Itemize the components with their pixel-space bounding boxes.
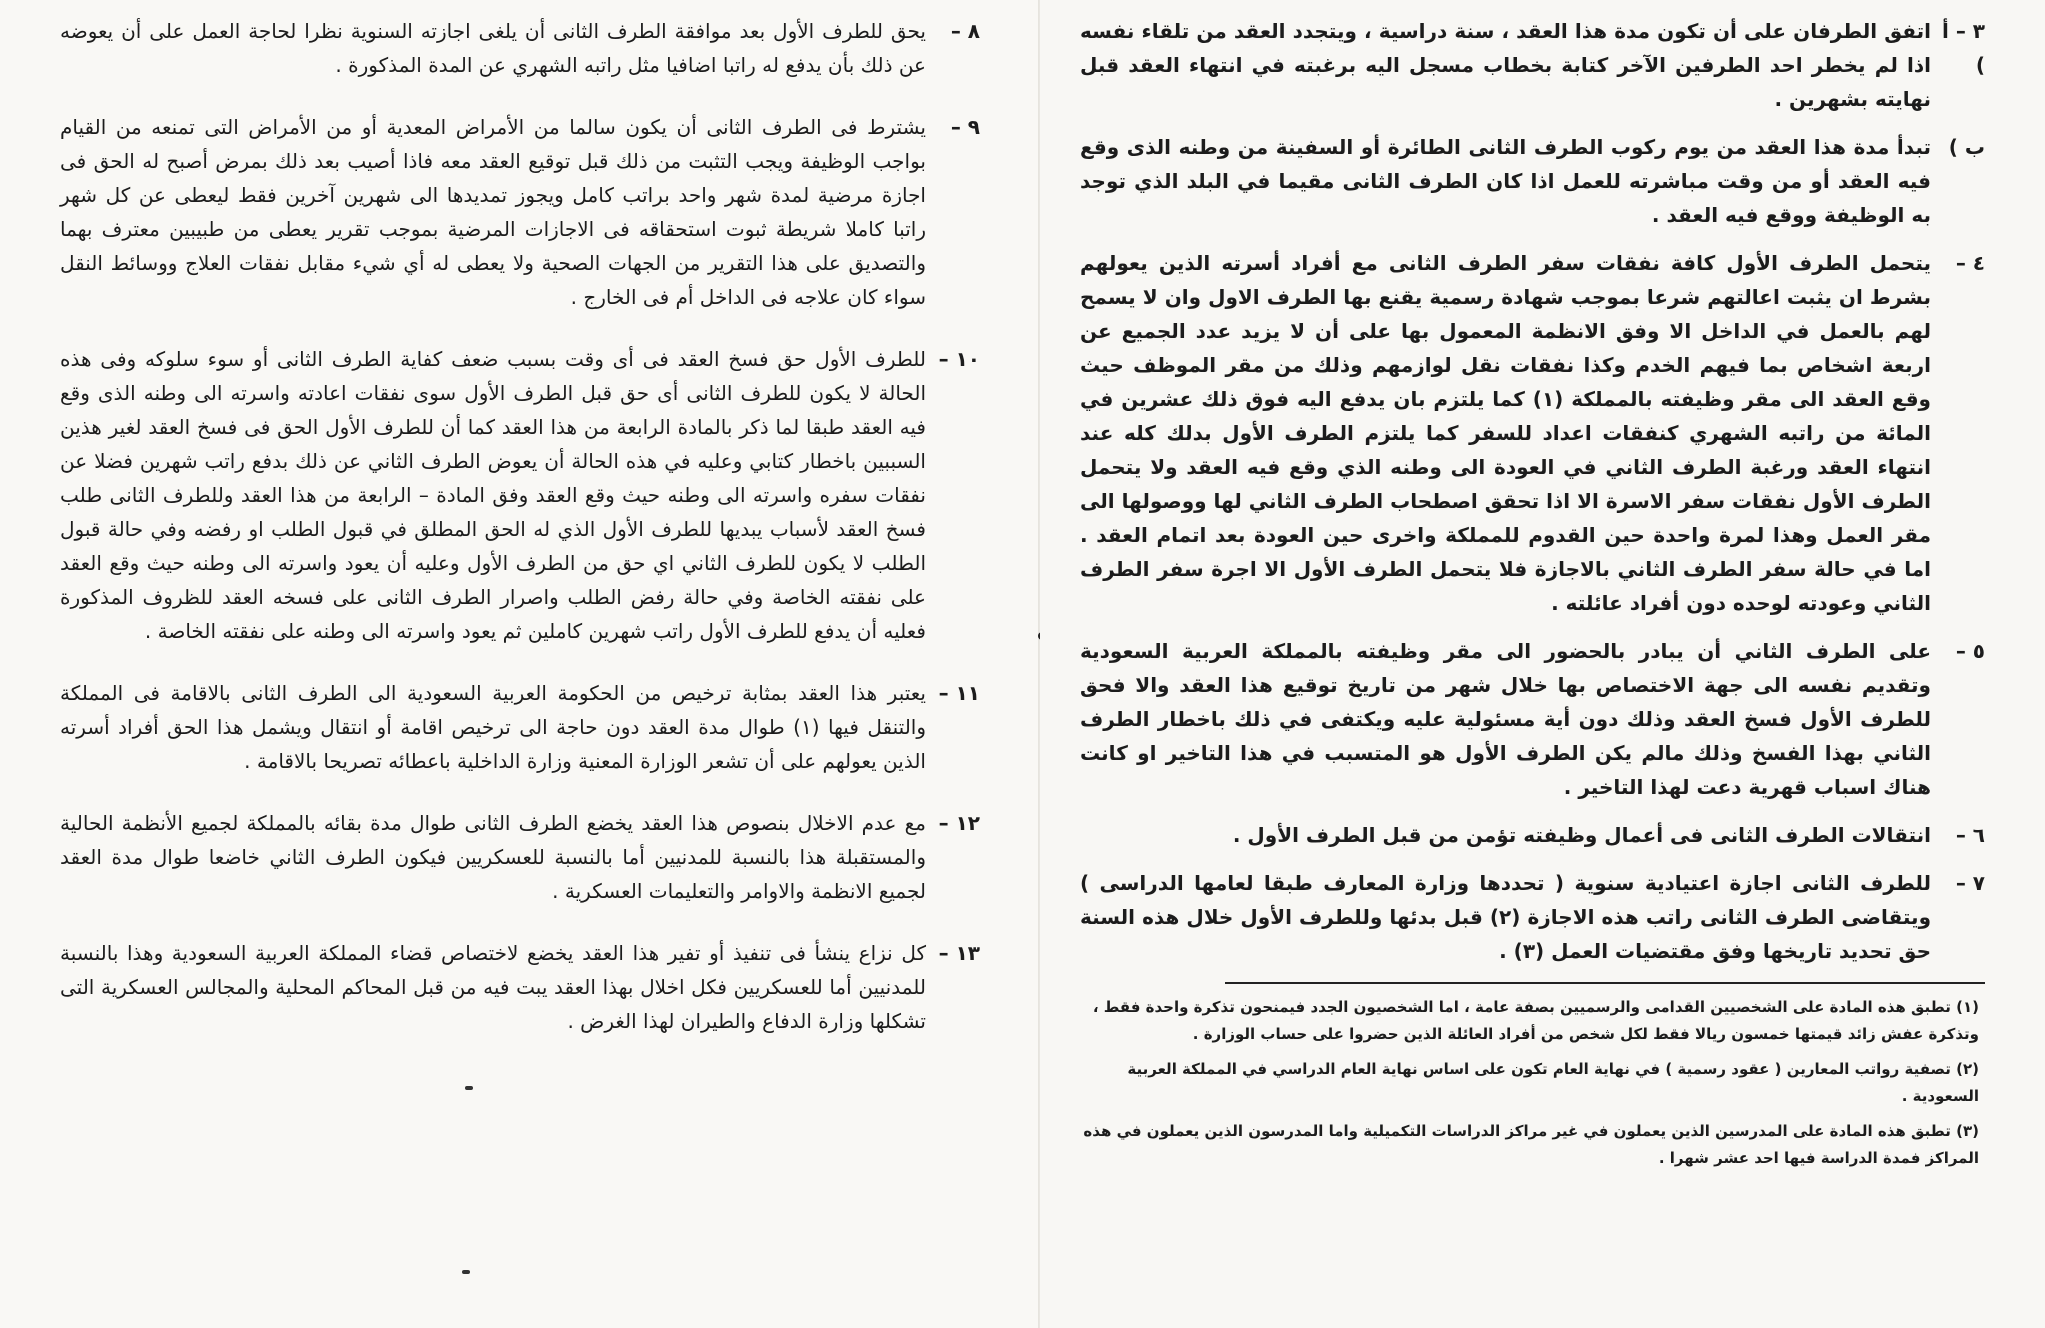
clause-text: يحق للطرف الأول بعد موافقة الطرف الثانى أن يلغى اجازته السنوية نظرا لحاجة العمل على أن يعوضه عن ذلك بأن يدفع له راتبا اضافيا مثل راتبه الشهري عن المدة المذكورة . [60, 19, 926, 77]
clause-8 [60, 14, 980, 82]
clause-text: تبدأ مدة هذا العقد من يوم ركوب الطرف الثانى الطائرة أو السفينة من وطنه الذى وقع فيه العقد أو من وقت مباشرته للعمل اذا كان الطرف الثانى مقيما في البلد الذي توجد به الوظيفة ووقع فيه العقد . [1080, 135, 1931, 227]
clause-text: للطرف الثانى اجازة اعتيادية سنوية ( تحددها وزارة المعارف طبقا لعامها الدراسى ) ويتقاضى الطرف الثانى راتب هذه الاجازة (٢) قبل بدئها وللطرف الأول خلال هذه السنة حق تحديد تاريخها وفق مقتضيات العمل (٣) . [1080, 871, 1931, 963]
clause-text: على الطرف الثاني أن يبادر بالحضور الى مقر وظيفته بالمملكة العربية السعودية وتقديم نفسه الى جهة الاختصاص بها خلال شهر من تاريخ توقيع هذا العقد والا فحق للطرف الأول فسخ العقد وذلك دون أية مسئولية عليه ويكتفى في ذلك باخطار الطرف الثاني بهذا الفسخ وذلك مالم يكن الطرف الأول هو المتسبب في هذا التاخير او كانت هناك اسباب قهرية دعت لهذا التاخير . [1080, 639, 1931, 799]
clause-text: انتقالات الطرف الثانى فى أعمال وظيفته تؤمن من قبل الطرف الأول . [1232, 823, 1931, 847]
clause-12 [60, 806, 980, 908]
footnote-2: (٢) تصفية رواتب المعارين ( عقود رسمية ) في نهاية العام تكون على اساس نهاية العام الدراسي في المملكة العربية السعودية . [1127, 1060, 1979, 1105]
footnote-1: (١) تطبق هذه المادة على الشخصيين القدامى والرسميين بصفة عامة ، اما الشخصيون الجدد فيمنحون تذكرة واحدة فقط ، وتذكرة عفش زائد قيمتها خمسون ريالا فقط لكل شخص من أفراد العائلة الذين حضروا على حساب الوزارة . [1092, 998, 1979, 1043]
clause-text: يعتبر هذا العقد بمثابة ترخيص من الحكومة العربية السعودية الى الطرف الثانى بالاقامة فى المملكة والتنقل فيها (١) طوال مدة العقد دون حاجة الى ترخيص اقامة أو انتقال ويشمل هذا الحق أفراد أسرته الذين يعولهم على أن تشعر الوزارة المعنية وزارة الداخلية باعطائه تصريحا بالاقامة . [60, 681, 927, 773]
clause-number: ١٣ – [938, 941, 980, 965]
clause-number: ١١ – [938, 681, 980, 705]
clause-number: ٦ – [1955, 823, 1985, 847]
clause-10 [60, 342, 980, 648]
clause-9 [60, 110, 980, 314]
clause-text: للطرف الأول حق فسخ العقد فى أى وقت بسبب ضعف كفاية الطرف الثانى أو سوء سلوكه وفى هذه الحالة لا يكون للطرف الثانى أى حق قبل الطرف الأول سوى نفقات اعادته واسرته الى وطنه الذى وقع فيه العقد طبقا لما ذكر بالمادة الرابعة من هذا العقد كما أن للطرف الأول الحق فى فسخ العقد لغير هذين السببين باخطار كتابي وعليه في هذه الحالة أن يعوض الطرف الثاني عن ذلك بدفع راتب شهرين فضلا عن نفقات سفره واسرته الى وطنه حيث وقع العقد وفق المادة – الرابعة من هذا العقد وللطرف الثانى طلب فسخ العقد لأسباب يبديها للطرف الأول الذي له الحق المطلق في قبول الطلب او رفضه وفي حالة قبول الطلب لا يكون للطرف الثاني اي حق من الطرف الأول وعليه أن يعود واسرته الى وطنه حيث وقع العقد على نفقته الخاصة وفي حالة رفض الطلب واصرار الطرف الثانى على فسخه العقد للظروف المذكورة فعليه أن يدفع للطرف الأول راتب شهرين كاملين ثم يعود واسرته الى وطنه على نفقته الخاصة . [60, 347, 926, 643]
clause-number: ٥ – [1955, 639, 1985, 663]
footnote-divider [1225, 982, 1985, 984]
footnote-3: (٣) تطبق هذه المادة على المدرسين الذين يعملون في غير مراكز الدراسات التكميلية واما المدرسون الذين يعملون في هذه المراكز فمدة الدراسة فيها احد عشر شهرا . [1083, 1122, 1979, 1167]
clause-6 [1080, 818, 1985, 852]
ink-speck [465, 1086, 473, 1090]
clause-number: ٨ – [950, 19, 980, 43]
clause-number: ٧ – [1955, 871, 1985, 895]
clause-text: مع عدم الاخلال بنصوص هذا العقد يخضع الطرف الثانى طوال مدة بقائه بالمملكة لجميع الأنظمة الحالية والمستقبلة هذا بالنسبة للمدنيين أما بالنسبة للعسكريين فيكون الطرف الثاني خاضعا طوال مدة العقد لجميع الانظمة والاوامر والتعليمات العسكرية . [60, 811, 926, 903]
clause-3b [1080, 130, 1985, 232]
clause-13 [60, 936, 980, 1038]
clause-11 [60, 676, 980, 778]
clause-number: ٩ – [950, 115, 980, 139]
clause-number: ١٢ – [938, 811, 980, 835]
clause-5 [1080, 634, 1985, 804]
clause-text: اتفق الطرفان على أن تكون مدة هذا العقد ، سنة دراسية ، ويتجدد العقد من تلقاء نفسه اذا لم يخطر احد الطرفين الآخر كتابة بخطاب مسجل اليه برغبته في انتهاء العقد قبل نهايته بشهرين . [1080, 19, 1931, 111]
right-page [1040, 0, 2045, 1328]
ink-speck [462, 1270, 470, 1274]
clause-4 [1080, 246, 1985, 620]
clause-text: يشترط فى الطرف الثانى أن يكون سالما من الأمراض المعدية أو من الأمراض التى تمنعه من القيام بواجب الوظيفة ويجب التثبت من ذلك قبل توقيع العقد معه فاذا أصيب بعد ذلك بمرض أصبح له الحق فى اجازة مرضية لمدة شهر واحد براتب كامل ويجوز تمديدها الى شهرين آخرين فقط ليعطى عن كل شهر راتبا كاملا شريطة ثبوت استحقاقه فى الاجازات المرضية بموجب تقرير يعطى من طبيبين معترف بهما والتصديق على هذا التقرير من الجهات الصحية ولا يعطى له أي شيء مقابل نفقات العلاج ووسائط النقل سواء كان علاجه فى الداخل أم فى الخارج . [60, 115, 926, 309]
clause-number: ب ) [1948, 135, 1985, 159]
clause-3a [1080, 14, 1985, 116]
clause-text: كل نزاع ينشأ فى تنفيذ أو تفير هذا العقد يخضع لاختصاص قضاء المملكة العربية السعودية وهذا بالنسبة للمدنيين أما للعسكريين فكل اخلال بهذا العقد يبت فيه من قبل المحاكم المحلية والمجالس العسكرية التى تشكلها وزارة الدفاع والطيران لهذا الغرض . [60, 941, 926, 1033]
clause-number: ٤ – [1955, 251, 1985, 275]
clause-number: ٣ – أ ) [1942, 19, 1985, 77]
clause-number: ١٠ – [938, 347, 980, 371]
clause-text: يتحمل الطرف الأول كافة نفقات سفر الطرف الثانى مع أفراد أسرته الذين يعولهم بشرط ان يثبت اعالتهم شرعا بموجب شهادة رسمية يقنع بها الطرف الاول وان لا يسمح لهم بالعمل في الداخل الا وفق الانظمة المعمول بها على أن لا يزيد عدد الجميع عن اربعة اشخاص بما فيهم الخدم وكذا نفقات نقل لوازمهم وذلك من مقر الموظف حيث وقع العقد الى مقر وظيفته بالمملكة (١) كما يلتزم بان يدفع اليه فوق ذلك عشرين في المائة من راتبه الشهري كنفقات اعداد للسفر كما يلتزم الطرف الأول بدلك كله عند انتهاء العقد ورغبة الطرف الثاني في العودة الى وطنه الذي وقع فيه العقد ولا يتحمل الطرف الأول نفقات سفر الاسرة الا اذا تحقق اصطحاب الطرف الثاني لها ووصولها الى مقر العمل وهذا لمرة واحدة حين القدوم للمملكة واخرى حين العودة بعد اتمام العقد . اما في حالة سفر الطرف الثاني بالاجازة فلا يتحمل الطرف الأول الا اجرة سفر الطرف الثاني وعودته لوحده دون أفراد عائلته . [1080, 251, 1931, 615]
clause-7 [1080, 866, 1985, 968]
